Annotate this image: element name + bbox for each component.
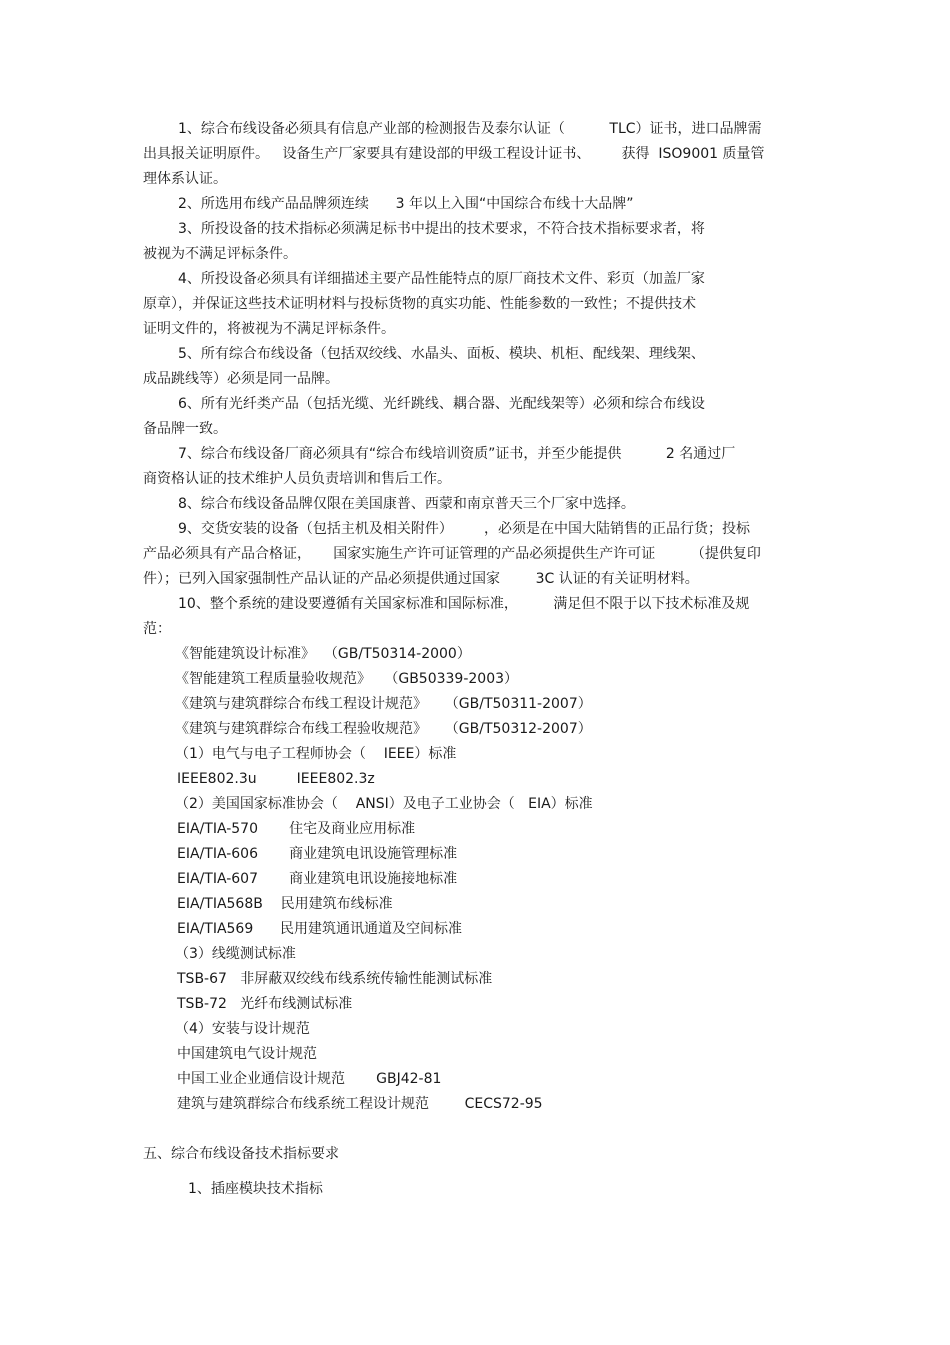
text-line: 5、所有综合布线设备（包括双绞线、水晶头、面板、模块、机柜、配线架、理线架、 [178,346,705,362]
text-line: 件）；已列入国家强制性产品认证的产品必须提供通过国家 3C 认证的有关证明材料。 [143,571,699,587]
text-line: 9、交货安装的设备（包括主机及相关附件） ，必须是在中国大陆销售的正品行货；投标 [178,521,751,537]
text-line: 3、所投设备的技术指标必须满足标书中提出的技术要求，不符合技术指标要求者，将 [178,221,705,237]
text-line: 4、所投设备必须具有详细描述主要产品性能特点的原厂商技术文件、彩页（加盖厂家 [178,271,705,287]
standard-item: 《建筑与建筑群综合布线工程设计规范》 （GB/T50311-2007） [175,696,592,712]
standard-item: EIA/TIA-606 商业建筑电讯设施管理标准 [177,846,458,862]
standard-item: EIA/TIA-570 住宅及商业应用标准 [177,821,416,837]
standard-item: 中国工业企业通信设计规范 GBJ42-81 [177,1071,442,1087]
standard-item: EIA/TIA569 民用建筑通讯通道及空间标准 [177,921,462,937]
text-line: 10、整个系统的建设要遵循有关国家标准和国际标准， 满足但不限于以下技术标准及规 [178,596,750,612]
text-line: 成品跳线等）必须是同一品牌。 [143,371,339,387]
text-line: 备品牌一致。 [143,421,227,437]
standard-item: TSB-67 非屏蔽双绞线布线系统传输性能测试标准 [177,971,493,987]
standard-item: （1）电气与电子工程师协会（ IEEE）标准 [175,746,457,762]
sub-heading: 1、插座模块技术指标 [188,1181,323,1197]
text-line: 6、所有光纤类产品（包括光缆、光纤跳线、耦合器、光配线架等）必须和综合布线设 [178,396,705,412]
text-line: 2、所选用布线产品品牌须连续 3 年以上入围“中国综合布线十大品牌” [178,196,634,212]
standard-item: EIA/TIA-607 商业建筑电讯设施接地标准 [177,871,458,887]
standard-item: 中国建筑电气设计规范 [177,1046,317,1062]
text-line: 原章），并保证这些技术证明材料与投标货物的真实功能、性能参数的一致性；不提供技术 [143,296,696,312]
text-line: 商资格认证的技术维护人员负责培训和售后工作。 [143,471,451,487]
text-line: 理体系认证。 [143,171,227,187]
text-line: 7、综合布线设备厂商必须具有“综合布线培训资质”证书，并至少能提供 2 名通过厂 [178,446,736,462]
text-line: 被视为不满足评标条件。 [143,246,297,262]
text-line: 产品必须具有产品合格证， 国家实施生产许可证管理的产品必须提供生产许可证 （提供复印 [143,546,761,562]
standard-item: 建筑与建筑群综合布线系统工程设计规范 CECS72-95 [177,1096,543,1112]
standard-item: EIA/TIA568B 民用建筑布线标准 [177,896,393,912]
standard-item: TSB-72 光纤布线测试标准 [177,996,353,1012]
standard-item: 《智能建筑工程质量验收规范》 （GB50339-2003） [175,671,519,687]
standard-item: IEEE802.3u IEEE802.3z [177,771,375,787]
text-line: 证明文件的，将被视为不满足评标条件。 [143,321,395,337]
section-heading: 五、综合布线设备技术指标要求 [143,1146,339,1162]
standard-item: （2）美国国家标准协会（ ANSI）及电子工业协会（ EIA）标准 [175,796,593,812]
standard-item: （4）安装与设计规范 [175,1021,310,1037]
text-line: 8、综合布线设备品牌仅限在美国康普、西蒙和南京普天三个厂家中选择。 [178,496,635,512]
standard-item: （3）线缆测试标准 [175,946,296,962]
standard-item: 《智能建筑设计标准》 （GB/T50314-2000） [175,646,471,662]
text-line: 1、综合布线设备必须具有信息产业部的检测报告及泰尔认证（ TLC）证书，进口品牌需 [178,121,762,137]
standard-item: 《建筑与建筑群综合布线工程验收规范》 （GB/T50312-2007） [175,721,592,737]
text-line: 范： [143,621,171,637]
text-line: 出具报关证明原件。 设备生产厂家要具有建设部的甲级工程设计证书、 获得 ISO9001 质量管 [143,146,765,162]
